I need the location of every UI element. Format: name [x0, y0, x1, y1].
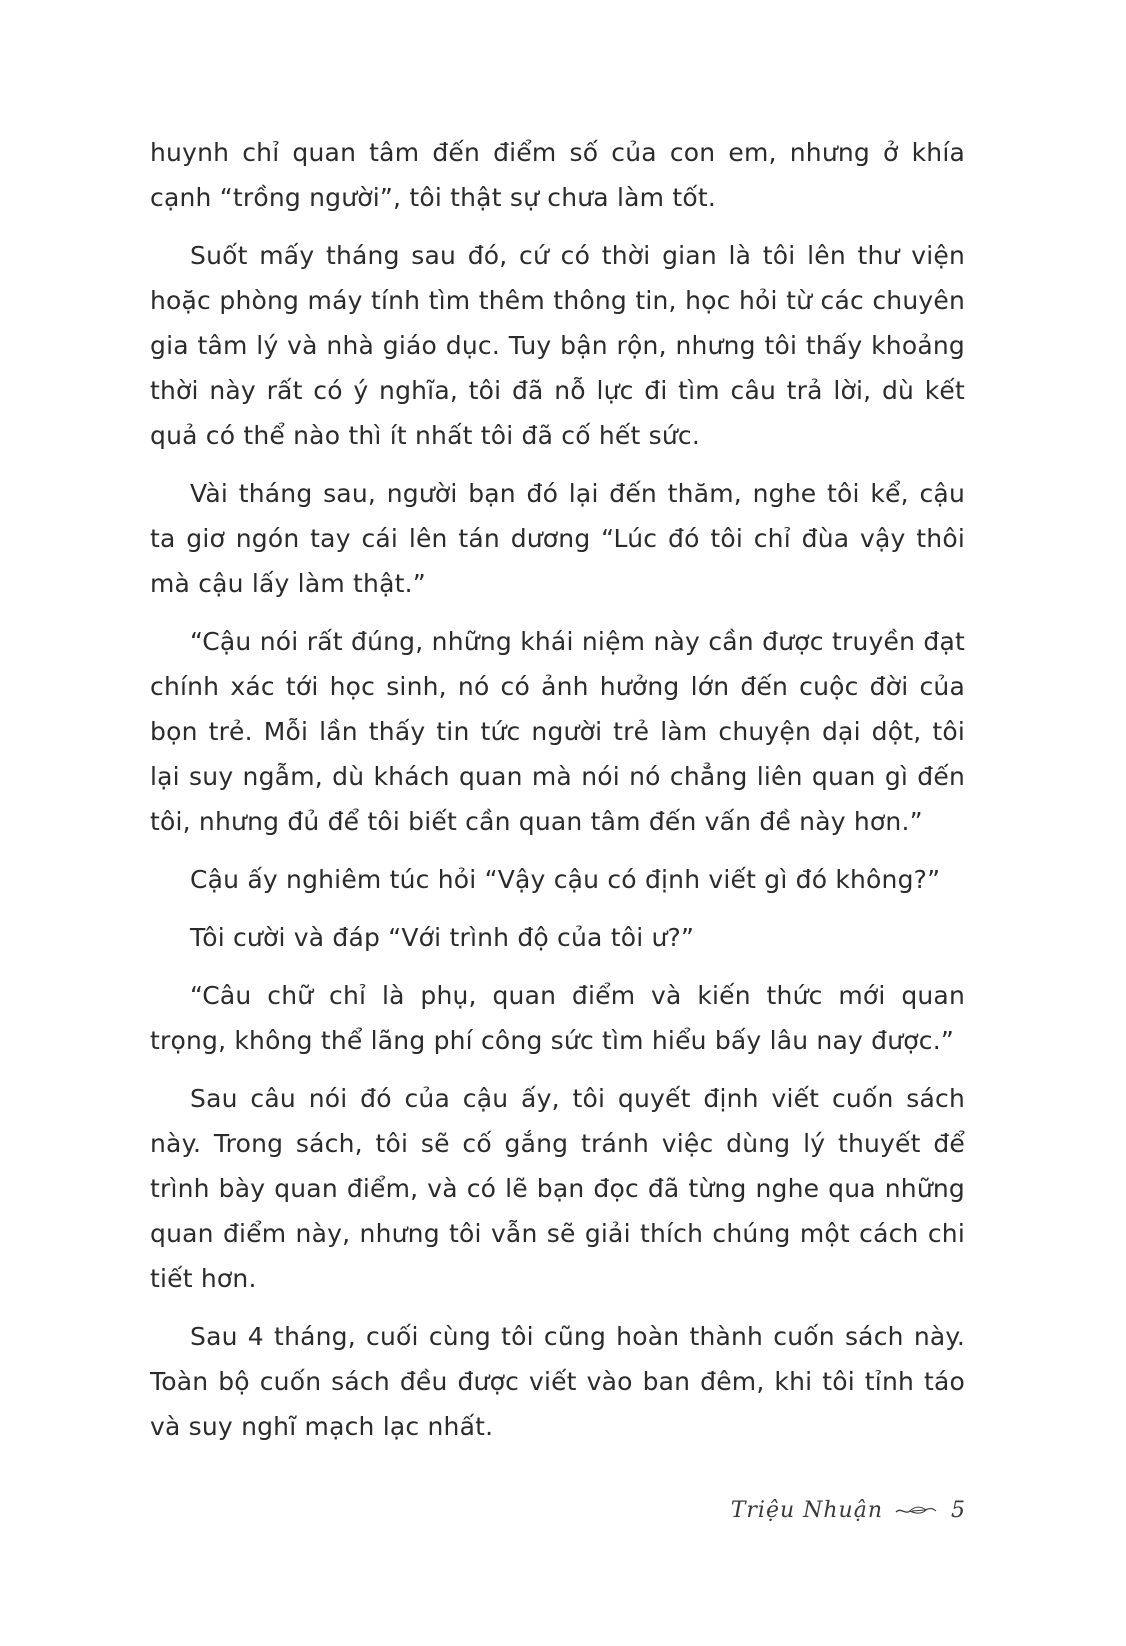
author-name: Triệu Nhuận	[730, 1498, 883, 1523]
leaf-ornament-icon	[895, 1498, 937, 1523]
paragraph-1: huynh chỉ quan tâm đến điểm số của con em, nhưng ở khía cạnh “trồng người”, tôi thật sự chưa làm tốt.	[150, 138, 965, 212]
page-footer	[731, 1498, 966, 1523]
paragraph-9: Sau 4 tháng, cuối cùng tôi cũng hoàn thành cuốn sách này. Toàn bộ cuốn sách đều được viết vào ban đêm, khi tôi tỉnh táo và suy nghĩ mạch lạc nhất.	[150, 1322, 965, 1441]
paragraph-3: Vài tháng sau, người bạn đó lại đến thăm, nghe tôi kể, cậu ta giơ ngón tay cái lên tán dương “Lúc đó tôi chỉ đùa vậy thôi mà cậu lấy làm thật.”	[150, 479, 965, 598]
paragraph-6: Tôi cười và đáp “Với trình độ của tôi ư?”	[190, 923, 695, 952]
page-body	[150, 130, 965, 1462]
paragraph-4: “Cậu nói rất đúng, những khái niệm này cần được truyền đạt chính xác tới học sinh, nó có ảnh hưởng lớn đến cuộc đời của bọn trẻ. Mỗi lần thấy tin tức người trẻ làm chuyện dại dột, tôi lại suy ngẫm, dù khách quan mà nói nó chẳng liên quan gì đến tôi, nhưng đủ để tôi biết cần quan tâm đến vấn đề này hơn.”	[150, 627, 965, 836]
paragraph-2: Suốt mấy tháng sau đó, cứ có thời gian là tôi lên thư viện hoặc phòng máy tính tìm thêm thông tin, học hỏi từ các chuyên gia tâm lý và nhà giáo dục. Tuy bận rộn, nhưng tôi thấy khoảng thời này rất có ý nghĩa, tôi đã nỗ lực đi tìm câu trả lời, dù kết quả có thể nào thì ít nhất tôi đã cố hết sức.	[150, 241, 965, 450]
paragraph-7: “Câu chữ chỉ là phụ, quan điểm và kiến thức mới quan trọng, không thể lãng phí công sức tìm hiểu bấy lâu nay được.”	[150, 981, 965, 1055]
paragraph-8: Sau câu nói đó của cậu ấy, tôi quyết định viết cuốn sách này. Trong sách, tôi sẽ cố gắng tránh việc dùng lý thuyết để trình bày quan điểm, và có lẽ bạn đọc đã từng nghe qua những quan điểm này, nhưng tôi vẫn sẽ giải thích chúng một cách chi tiết hơn.	[150, 1084, 965, 1293]
paragraph-5: Cậu ấy nghiêm túc hỏi “Vậy cậu có định viết gì đó không?”	[190, 865, 941, 894]
page-number: 5	[951, 1498, 966, 1523]
